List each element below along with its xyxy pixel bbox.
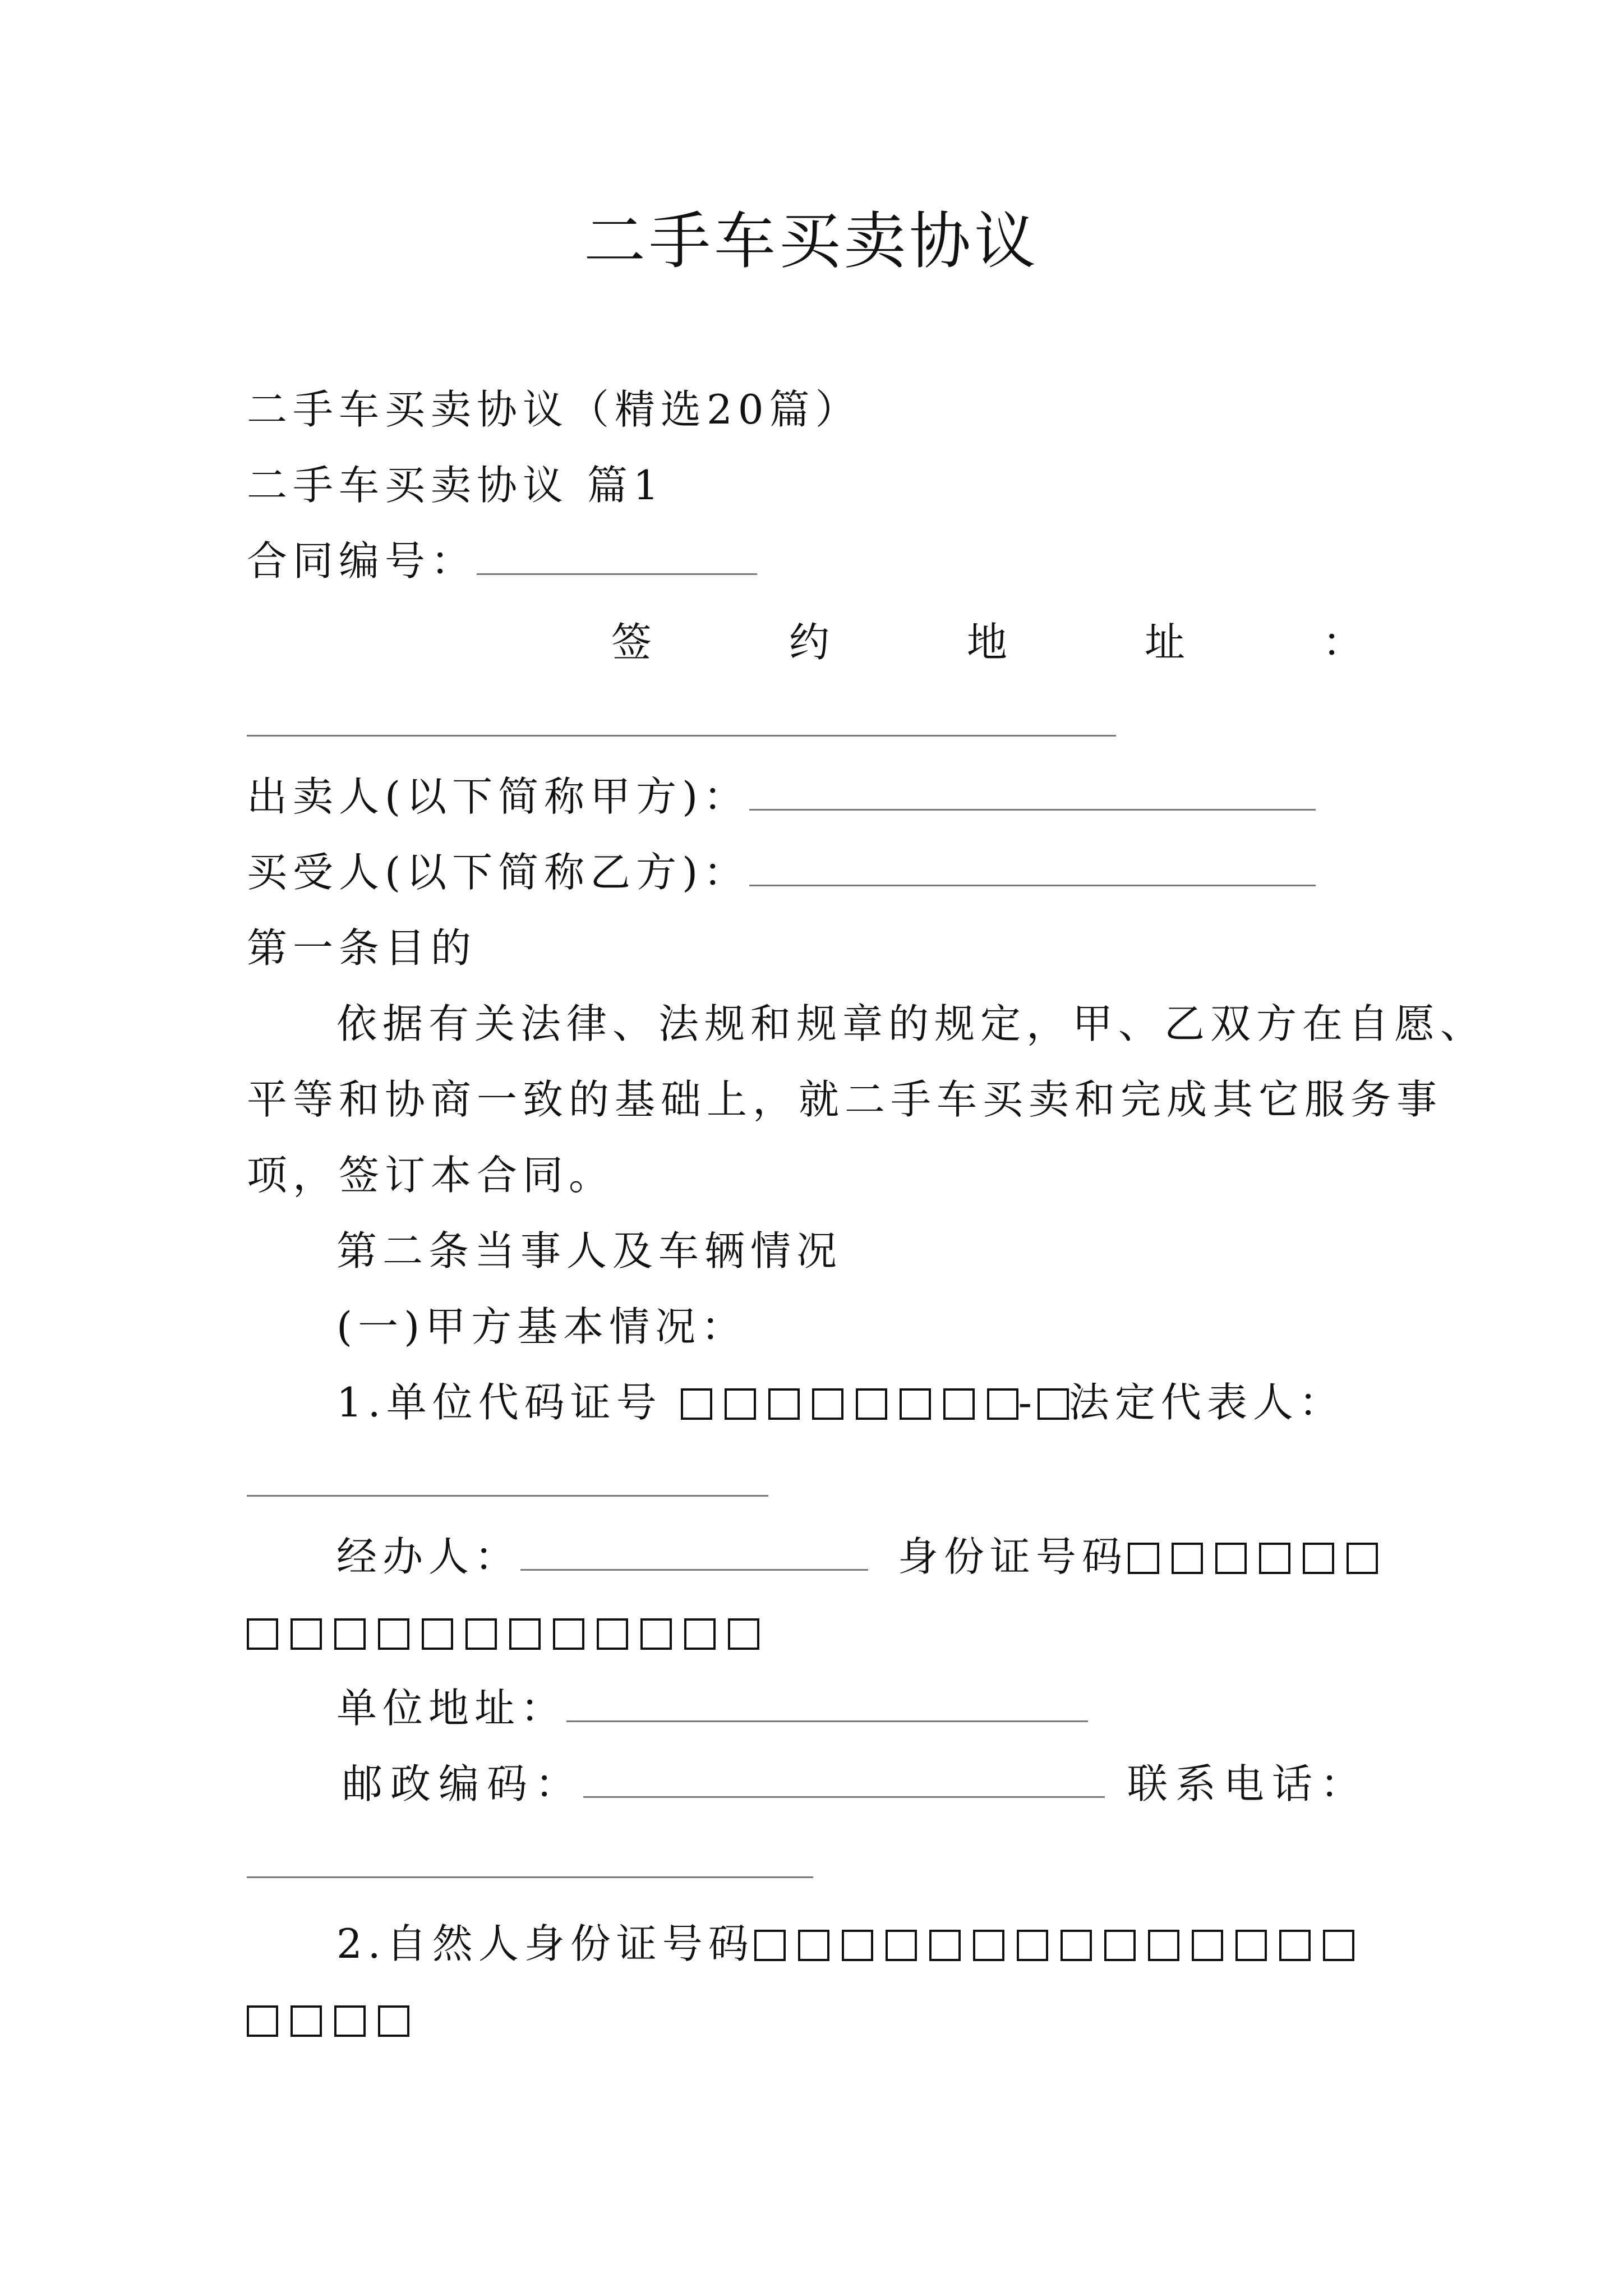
agent-id-boxes[interactable] — [1128, 1529, 1378, 1585]
digit-box[interactable] — [1235, 1930, 1267, 1961]
digit-box[interactable] — [1303, 1543, 1334, 1574]
article1-body-line: 依据有关法律、法规和规章的规定，甲、乙双方在自愿、 — [336, 1000, 1487, 1047]
digit-box[interactable] — [681, 1388, 712, 1420]
digit-box[interactable] — [1172, 1543, 1203, 1574]
contract-number-label: 合同编号： — [247, 537, 477, 585]
digit-box[interactable] — [247, 2005, 278, 2037]
digit-box[interactable] — [1061, 1930, 1092, 1961]
sign-address-label — [611, 614, 1363, 670]
digit-box[interactable] — [291, 2005, 322, 2037]
digit-box[interactable] — [1259, 1543, 1290, 1574]
digit-box[interactable] — [378, 2005, 409, 2037]
agent-label: 经办人： — [336, 1533, 521, 1580]
digit-box[interactable] — [597, 1618, 628, 1650]
digit-box[interactable] — [1215, 1543, 1247, 1574]
org-address-label: 单位地址： — [336, 1685, 567, 1732]
digit-box[interactable] — [378, 1618, 409, 1650]
org-address-blank[interactable] — [566, 1687, 1088, 1722]
natural-person-row — [336, 1916, 1380, 1972]
buyer-row — [247, 844, 1380, 900]
buyer-label: 买受人(以下简称乙方)： — [247, 849, 750, 896]
digit-box[interactable] — [334, 1618, 366, 1650]
buyer-blank[interactable] — [749, 851, 1316, 886]
digit-box[interactable] — [842, 1930, 873, 1961]
agent-id-label: 身份证号码 — [897, 1533, 1128, 1580]
digit-box[interactable] — [1017, 1930, 1048, 1961]
agent-id-boxes-cont — [247, 1604, 1380, 1660]
heading-part: 二手车买卖协议 篇1 — [247, 462, 665, 509]
sign-address-blank[interactable] — [247, 735, 1116, 737]
digit-box[interactable] — [1104, 1930, 1136, 1961]
org-code-check-box[interactable] — [1038, 1374, 1069, 1430]
postcode-blank[interactable] — [583, 1763, 1105, 1798]
org-code-label: 1.单位代码证号 — [336, 1379, 662, 1426]
digit-box[interactable] — [465, 1618, 497, 1650]
postcode-phone-row — [342, 1756, 1368, 1812]
person-id-boxes-cont — [247, 1991, 1380, 2047]
document-title: 二手车买卖协议 — [584, 205, 1039, 277]
person-id-boxes[interactable] — [754, 1916, 1354, 1972]
digit-box[interactable] — [768, 1388, 800, 1420]
person-id-boxes-line2[interactable] — [247, 1991, 409, 2047]
org-code-row — [336, 1374, 1380, 1430]
natural-person-label: 2.自然人身份证号码 — [336, 1920, 754, 1967]
digit-box[interactable] — [987, 1388, 1018, 1420]
digit-box[interactable] — [856, 1388, 887, 1420]
article1-body-line: 项，签订本合同。 — [247, 1152, 615, 1199]
legal-rep-blank[interactable] — [247, 1495, 768, 1497]
digit-box[interactable] — [929, 1930, 961, 1961]
party-a-title: (一)甲方基本情况： — [336, 1303, 748, 1350]
sign-address-char: 地 — [966, 619, 1007, 666]
phone-blank[interactable] — [247, 1876, 813, 1878]
agent-id-boxes-line2[interactable] — [247, 1604, 759, 1660]
digit-box[interactable] — [422, 1618, 453, 1650]
seller-row — [247, 769, 1380, 825]
digit-box[interactable] — [1323, 1930, 1354, 1961]
digit-box[interactable] — [334, 2005, 366, 2037]
digit-box[interactable] — [509, 1618, 541, 1650]
agent-blank[interactable] — [520, 1535, 868, 1571]
phone-label: 联系电话： — [1127, 1760, 1368, 1807]
heading-selection: 二手车买卖协议（精选20篇） — [247, 386, 861, 433]
article1-body-line: 平等和协商一致的基础上，就二手车买卖和完成其它服务事 — [247, 1076, 1443, 1123]
digit-box[interactable] — [1347, 1543, 1378, 1574]
postcode-group — [342, 1756, 1105, 1812]
digit-box[interactable] — [1192, 1930, 1223, 1961]
org-address-row — [336, 1680, 1469, 1736]
digit-box[interactable] — [1279, 1930, 1311, 1961]
digit-box[interactable] — [900, 1388, 931, 1420]
contract-number-blank[interactable] — [477, 540, 757, 575]
article2-title: 第二条当事人及车辆情况 — [336, 1227, 843, 1274]
digit-box[interactable] — [247, 1618, 278, 1650]
digit-box[interactable] — [725, 1388, 756, 1420]
org-code-boxes[interactable] — [681, 1374, 1018, 1430]
digit-box[interactable] — [973, 1930, 1004, 1961]
digit-box[interactable] — [886, 1930, 917, 1961]
legal-rep-label: 法定代表人： — [1068, 1379, 1345, 1426]
digit-box[interactable] — [798, 1930, 829, 1961]
digit-box[interactable] — [1148, 1930, 1179, 1961]
sign-address-char: 签 — [611, 619, 652, 666]
agent-row — [336, 1529, 1380, 1585]
sign-address-char: 约 — [789, 619, 829, 666]
org-code-dash: - — [1018, 1379, 1038, 1426]
digit-box[interactable] — [684, 1618, 716, 1650]
digit-box[interactable] — [1038, 1388, 1069, 1420]
digit-box[interactable] — [1128, 1543, 1159, 1574]
article1-title: 第一条目的 — [247, 924, 477, 972]
sign-address-char: ： — [1322, 619, 1363, 666]
sign-address-char: 址 — [1144, 619, 1185, 666]
digit-box[interactable] — [728, 1618, 759, 1650]
digit-box[interactable] — [553, 1618, 584, 1650]
contract-number-row — [247, 533, 1380, 589]
seller-blank[interactable] — [749, 775, 1316, 811]
digit-box[interactable] — [812, 1388, 843, 1420]
digit-box[interactable] — [943, 1388, 975, 1420]
digit-box[interactable] — [754, 1930, 786, 1961]
digit-box[interactable] — [640, 1618, 672, 1650]
postcode-label: 邮政编码： — [342, 1760, 584, 1807]
seller-label: 出卖人(以下简称甲方)： — [247, 773, 750, 820]
digit-box[interactable] — [291, 1618, 322, 1650]
